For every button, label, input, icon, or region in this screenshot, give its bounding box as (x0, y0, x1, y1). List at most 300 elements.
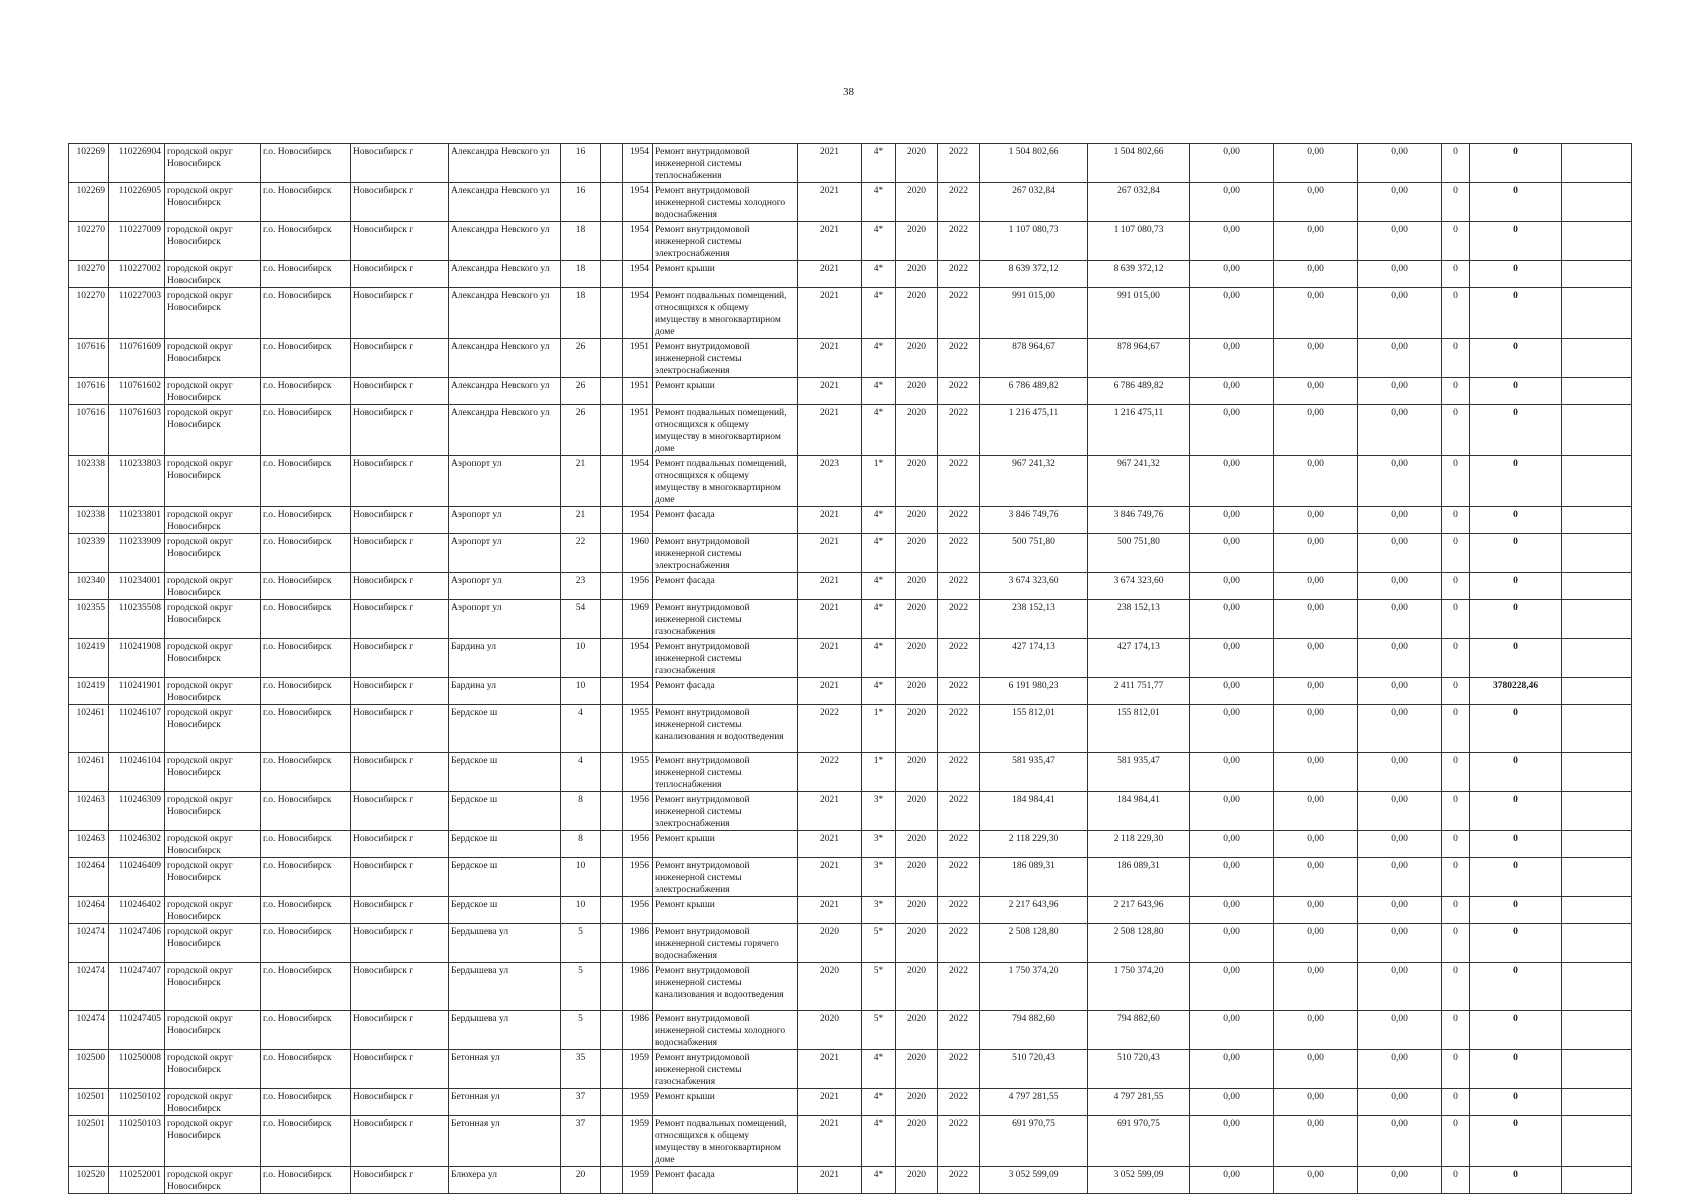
row-id-cell: 102338 (69, 507, 109, 534)
value-3-cell: 0,00 (1358, 456, 1442, 507)
house-cell: 5 (561, 963, 601, 1011)
plan-year-cell: 2021 (798, 534, 862, 573)
work-type-cell: Ремонт внутридомовой инженерной системы газоснабжения (653, 1050, 798, 1089)
end-year-cell: 2022 (938, 573, 980, 600)
city-cell: Новосибирск г (351, 405, 449, 456)
end-year-cell: 2022 (938, 1050, 980, 1089)
value-1-cell: 0,00 (1190, 924, 1274, 963)
last-value-cell: 0 (1470, 405, 1562, 456)
value-2-cell: 0,00 (1274, 405, 1358, 456)
start-year-cell: 2020 (896, 456, 938, 507)
category-cell: 4* (862, 1089, 896, 1116)
okrug-cell: городской округ Новосибирск (165, 639, 261, 678)
table-row (69, 378, 1632, 405)
go-cell: г.о. Новосибирск (261, 1050, 351, 1089)
value-3-cell: 0,00 (1358, 222, 1442, 261)
row-id-cell: 102461 (69, 753, 109, 792)
row-code-cell: 110226904 (109, 144, 165, 183)
category-cell: 4* (862, 288, 896, 339)
fund-cost-cell: 155 812,01 (1088, 705, 1190, 753)
street-cell: Бердское ш (449, 753, 561, 792)
start-year-cell: 2020 (896, 573, 938, 600)
work-type-cell: Ремонт крыши (653, 1089, 798, 1116)
last-value-cell: 0 (1470, 534, 1562, 573)
table-row (69, 600, 1632, 639)
last-value-cell: 0 (1470, 792, 1562, 831)
category-cell: 5* (862, 1011, 896, 1050)
plan-year-cell: 2021 (798, 261, 862, 288)
fund-cost-cell: 6 786 489,82 (1088, 378, 1190, 405)
end-year-cell: 2022 (938, 507, 980, 534)
city-cell: Новосибирск г (351, 678, 449, 705)
total-cost-cell: 267 032,84 (980, 183, 1088, 222)
house-cell: 5 (561, 1011, 601, 1050)
value-2-cell: 0,00 (1274, 534, 1358, 573)
value-3-cell: 0,00 (1358, 963, 1442, 1011)
go-cell: г.о. Новосибирск (261, 831, 351, 858)
plan-year-cell: 2021 (798, 378, 862, 405)
total-cost-cell: 2 118 229,30 (980, 831, 1088, 858)
fund-cost-cell: 2 217 643,96 (1088, 897, 1190, 924)
value-3-cell: 0,00 (1358, 1167, 1442, 1194)
zero-cell: 0 (1442, 183, 1470, 222)
row-id-cell: 102355 (69, 600, 109, 639)
work-type-cell: Ремонт подвальных помещений, относящихся к общему имуществу в многоквартирном доме (653, 456, 798, 507)
value-1-cell: 0,00 (1190, 897, 1274, 924)
go-cell: г.о. Новосибирск (261, 600, 351, 639)
okrug-cell: городской округ Новосибирск (165, 378, 261, 405)
table-row (69, 1089, 1632, 1116)
zero-cell: 0 (1442, 261, 1470, 288)
row-code-cell: 110234001 (109, 573, 165, 600)
house-cell: 54 (561, 600, 601, 639)
street-cell: Бердское ш (449, 897, 561, 924)
blank-cell (601, 288, 623, 339)
value-1-cell: 0,00 (1190, 378, 1274, 405)
category-cell: 3* (862, 858, 896, 897)
value-3-cell: 0,00 (1358, 600, 1442, 639)
plan-year-cell: 2020 (798, 963, 862, 1011)
year-cell: 1955 (623, 753, 653, 792)
go-cell: г.о. Новосибирск (261, 1116, 351, 1167)
last-value-cell: 0 (1470, 831, 1562, 858)
work-type-cell: Ремонт внутридомовой инженерной системы теплоснабжения (653, 753, 798, 792)
end-year-cell: 2022 (938, 1089, 980, 1116)
city-cell: Новосибирск г (351, 456, 449, 507)
repair-program-table (68, 143, 1632, 1194)
plan-year-cell: 2021 (798, 288, 862, 339)
okrug-cell: городской округ Новосибирск (165, 897, 261, 924)
house-cell: 22 (561, 534, 601, 573)
value-2-cell: 0,00 (1274, 507, 1358, 534)
okrug-cell: городской округ Новосибирск (165, 1116, 261, 1167)
start-year-cell: 2020 (896, 600, 938, 639)
city-cell: Новосибирск г (351, 858, 449, 897)
okrug-cell: городской округ Новосибирск (165, 1050, 261, 1089)
city-cell: Новосибирск г (351, 222, 449, 261)
zero-cell: 0 (1442, 600, 1470, 639)
value-1-cell: 0,00 (1190, 678, 1274, 705)
fund-cost-cell: 691 970,75 (1088, 1116, 1190, 1167)
year-cell: 1956 (623, 897, 653, 924)
plan-year-cell: 2020 (798, 1011, 862, 1050)
year-cell: 1986 (623, 924, 653, 963)
value-3-cell: 0,00 (1358, 405, 1442, 456)
value-2-cell: 0,00 (1274, 1116, 1358, 1167)
go-cell: г.о. Новосибирск (261, 705, 351, 753)
value-3-cell: 0,00 (1358, 507, 1442, 534)
street-cell: Аэропорт ул (449, 600, 561, 639)
zero-cell: 0 (1442, 1011, 1470, 1050)
value-1-cell: 0,00 (1190, 183, 1274, 222)
okrug-cell: городской округ Новосибирск (165, 1089, 261, 1116)
table-body (69, 144, 1632, 1194)
page-number: 38 (843, 86, 854, 98)
city-cell: Новосибирск г (351, 288, 449, 339)
blank-end-cell (1562, 378, 1632, 405)
city-cell: Новосибирск г (351, 339, 449, 378)
fund-cost-cell: 510 720,43 (1088, 1050, 1190, 1089)
blank-end-cell (1562, 924, 1632, 963)
value-2-cell: 0,00 (1274, 705, 1358, 753)
value-2-cell: 0,00 (1274, 183, 1358, 222)
year-cell: 1954 (623, 456, 653, 507)
value-1-cell: 0,00 (1190, 534, 1274, 573)
plan-year-cell: 2021 (798, 831, 862, 858)
blank-end-cell (1562, 507, 1632, 534)
table-row (69, 963, 1632, 1011)
start-year-cell: 2020 (896, 963, 938, 1011)
okrug-cell: городской округ Новосибирск (165, 222, 261, 261)
end-year-cell: 2022 (938, 831, 980, 858)
value-2-cell: 0,00 (1274, 339, 1358, 378)
okrug-cell: городской округ Новосибирск (165, 456, 261, 507)
category-cell: 4* (862, 339, 896, 378)
end-year-cell: 2022 (938, 183, 980, 222)
work-type-cell: Ремонт фасада (653, 507, 798, 534)
plan-year-cell: 2021 (798, 1116, 862, 1167)
blank-end-cell (1562, 831, 1632, 858)
row-code-cell: 110246409 (109, 858, 165, 897)
category-cell: 4* (862, 678, 896, 705)
value-2-cell: 0,00 (1274, 456, 1358, 507)
okrug-cell: городской округ Новосибирск (165, 831, 261, 858)
blank-end-cell (1562, 405, 1632, 456)
last-value-cell: 0 (1470, 261, 1562, 288)
category-cell: 4* (862, 222, 896, 261)
value-1-cell: 0,00 (1190, 339, 1274, 378)
end-year-cell: 2022 (938, 405, 980, 456)
table-row (69, 1050, 1632, 1089)
go-cell: г.о. Новосибирск (261, 678, 351, 705)
year-cell: 1959 (623, 1167, 653, 1194)
row-code-cell: 110241908 (109, 639, 165, 678)
zero-cell: 0 (1442, 1050, 1470, 1089)
value-3-cell: 0,00 (1358, 144, 1442, 183)
end-year-cell: 2022 (938, 858, 980, 897)
fund-cost-cell: 1 750 374,20 (1088, 963, 1190, 1011)
plan-year-cell: 2021 (798, 573, 862, 600)
city-cell: Новосибирск г (351, 1116, 449, 1167)
okrug-cell: городской округ Новосибирск (165, 924, 261, 963)
go-cell: г.о. Новосибирск (261, 456, 351, 507)
go-cell: г.о. Новосибирск (261, 507, 351, 534)
value-3-cell: 0,00 (1358, 261, 1442, 288)
start-year-cell: 2020 (896, 705, 938, 753)
house-cell: 10 (561, 858, 601, 897)
table-row (69, 183, 1632, 222)
go-cell: г.о. Новосибирск (261, 753, 351, 792)
zero-cell: 0 (1442, 963, 1470, 1011)
work-type-cell: Ремонт внутридомовой инженерной системы газоснабжения (653, 639, 798, 678)
blank-cell (601, 1116, 623, 1167)
okrug-cell: городской округ Новосибирск (165, 705, 261, 753)
street-cell: Аэропорт ул (449, 456, 561, 507)
row-id-cell: 102474 (69, 1011, 109, 1050)
value-3-cell: 0,00 (1358, 678, 1442, 705)
blank-cell (601, 507, 623, 534)
okrug-cell: городской округ Новосибирск (165, 1011, 261, 1050)
blank-cell (601, 858, 623, 897)
value-3-cell: 0,00 (1358, 1050, 1442, 1089)
street-cell: Аэропорт ул (449, 507, 561, 534)
start-year-cell: 2020 (896, 678, 938, 705)
house-cell: 18 (561, 288, 601, 339)
value-2-cell: 0,00 (1274, 924, 1358, 963)
blank-cell (601, 1011, 623, 1050)
row-code-cell: 110227009 (109, 222, 165, 261)
total-cost-cell: 3 674 323,60 (980, 573, 1088, 600)
start-year-cell: 2020 (896, 1089, 938, 1116)
year-cell: 1956 (623, 858, 653, 897)
city-cell: Новосибирск г (351, 897, 449, 924)
zero-cell: 0 (1442, 1089, 1470, 1116)
okrug-cell: городской округ Новосибирск (165, 405, 261, 456)
work-type-cell: Ремонт крыши (653, 261, 798, 288)
end-year-cell: 2022 (938, 924, 980, 963)
category-cell: 3* (862, 792, 896, 831)
blank-end-cell (1562, 183, 1632, 222)
go-cell: г.о. Новосибирск (261, 573, 351, 600)
city-cell: Новосибирск г (351, 573, 449, 600)
total-cost-cell: 4 797 281,55 (980, 1089, 1088, 1116)
blank-end-cell (1562, 600, 1632, 639)
zero-cell: 0 (1442, 378, 1470, 405)
last-value-cell: 0 (1470, 600, 1562, 639)
last-value-cell: 0 (1470, 1011, 1562, 1050)
go-cell: г.о. Новосибирск (261, 792, 351, 831)
value-2-cell: 0,00 (1274, 222, 1358, 261)
last-value-cell: 0 (1470, 1167, 1562, 1194)
city-cell: Новосибирск г (351, 261, 449, 288)
go-cell: г.о. Новосибирск (261, 1089, 351, 1116)
house-cell: 26 (561, 405, 601, 456)
zero-cell: 0 (1442, 831, 1470, 858)
plan-year-cell: 2021 (798, 1050, 862, 1089)
house-cell: 37 (561, 1116, 601, 1167)
end-year-cell: 2022 (938, 1011, 980, 1050)
row-code-cell: 110235508 (109, 600, 165, 639)
fund-cost-cell: 8 639 372,12 (1088, 261, 1190, 288)
house-cell: 5 (561, 924, 601, 963)
total-cost-cell: 2 508 128,80 (980, 924, 1088, 963)
okrug-cell: городской округ Новосибирск (165, 573, 261, 600)
category-cell: 1* (862, 456, 896, 507)
value-2-cell: 0,00 (1274, 792, 1358, 831)
work-type-cell: Ремонт крыши (653, 378, 798, 405)
row-id-cell: 102501 (69, 1089, 109, 1116)
value-1-cell: 0,00 (1190, 144, 1274, 183)
row-code-cell: 110233801 (109, 507, 165, 534)
okrug-cell: городской округ Новосибирск (165, 678, 261, 705)
work-type-cell: Ремонт внутридомовой инженерной системы теплоснабжения (653, 144, 798, 183)
row-id-cell: 102463 (69, 831, 109, 858)
house-cell: 10 (561, 678, 601, 705)
row-code-cell: 110250103 (109, 1116, 165, 1167)
table-row (69, 831, 1632, 858)
start-year-cell: 2020 (896, 378, 938, 405)
plan-year-cell: 2022 (798, 753, 862, 792)
row-code-cell: 110246107 (109, 705, 165, 753)
row-id-cell: 102474 (69, 924, 109, 963)
city-cell: Новосибирск г (351, 183, 449, 222)
category-cell: 4* (862, 573, 896, 600)
blank-end-cell (1562, 456, 1632, 507)
city-cell: Новосибирск г (351, 600, 449, 639)
blank-end-cell (1562, 261, 1632, 288)
okrug-cell: городской округ Новосибирск (165, 183, 261, 222)
city-cell: Новосибирск г (351, 1089, 449, 1116)
row-code-cell: 110226905 (109, 183, 165, 222)
fund-cost-cell: 581 935,47 (1088, 753, 1190, 792)
end-year-cell: 2022 (938, 792, 980, 831)
blank-cell (601, 1089, 623, 1116)
fund-cost-cell: 3 674 323,60 (1088, 573, 1190, 600)
blank-cell (601, 924, 623, 963)
okrug-cell: городской округ Новосибирск (165, 507, 261, 534)
blank-end-cell (1562, 963, 1632, 1011)
plan-year-cell: 2021 (798, 1089, 862, 1116)
street-cell: Бердышева ул (449, 924, 561, 963)
table-row (69, 222, 1632, 261)
blank-end-cell (1562, 1167, 1632, 1194)
year-cell: 1959 (623, 1089, 653, 1116)
city-cell: Новосибирск г (351, 1167, 449, 1194)
street-cell: Бердское ш (449, 792, 561, 831)
work-type-cell: Ремонт подвальных помещений, относящихся к общему имуществу в многоквартирном доме (653, 288, 798, 339)
house-cell: 18 (561, 261, 601, 288)
year-cell: 1956 (623, 792, 653, 831)
blank-cell (601, 339, 623, 378)
fund-cost-cell: 967 241,32 (1088, 456, 1190, 507)
okrug-cell: городской округ Новосибирск (165, 534, 261, 573)
plan-year-cell: 2021 (798, 639, 862, 678)
total-cost-cell: 186 089,31 (980, 858, 1088, 897)
work-type-cell: Ремонт внутридомовой инженерной системы электроснабжения (653, 792, 798, 831)
go-cell: г.о. Новосибирск (261, 1011, 351, 1050)
zero-cell: 0 (1442, 456, 1470, 507)
category-cell: 4* (862, 183, 896, 222)
blank-cell (601, 378, 623, 405)
row-id-cell: 102269 (69, 144, 109, 183)
table-row (69, 507, 1632, 534)
table-row (69, 897, 1632, 924)
year-cell: 1951 (623, 405, 653, 456)
go-cell: г.о. Новосибирск (261, 858, 351, 897)
blank-cell (601, 144, 623, 183)
house-cell: 10 (561, 639, 601, 678)
last-value-cell: 0 (1470, 456, 1562, 507)
blank-end-cell (1562, 705, 1632, 753)
value-1-cell: 0,00 (1190, 573, 1274, 600)
last-value-cell: 0 (1470, 183, 1562, 222)
value-3-cell: 0,00 (1358, 288, 1442, 339)
category-cell: 1* (862, 705, 896, 753)
value-1-cell: 0,00 (1190, 405, 1274, 456)
plan-year-cell: 2022 (798, 705, 862, 753)
street-cell: Бердское ш (449, 831, 561, 858)
last-value-cell: 0 (1470, 639, 1562, 678)
fund-cost-cell: 186 089,31 (1088, 858, 1190, 897)
street-cell: Бетонная ул (449, 1050, 561, 1089)
row-code-cell: 110246309 (109, 792, 165, 831)
house-cell: 18 (561, 222, 601, 261)
go-cell: г.о. Новосибирск (261, 534, 351, 573)
start-year-cell: 2020 (896, 534, 938, 573)
blank-cell (601, 261, 623, 288)
total-cost-cell: 238 152,13 (980, 600, 1088, 639)
value-3-cell: 0,00 (1358, 792, 1442, 831)
start-year-cell: 2020 (896, 858, 938, 897)
fund-cost-cell: 2 118 229,30 (1088, 831, 1190, 858)
last-value-cell: 0 (1470, 858, 1562, 897)
fund-cost-cell: 1 504 802,66 (1088, 144, 1190, 183)
plan-year-cell: 2020 (798, 924, 862, 963)
blank-cell (601, 963, 623, 1011)
row-id-cell: 102338 (69, 456, 109, 507)
city-cell: Новосибирск г (351, 507, 449, 534)
row-code-cell: 110761603 (109, 405, 165, 456)
house-cell: 4 (561, 753, 601, 792)
zero-cell: 0 (1442, 405, 1470, 456)
row-id-cell: 102419 (69, 639, 109, 678)
work-type-cell: Ремонт внутридомовой инженерной системы холодного водоснабжения (653, 183, 798, 222)
start-year-cell: 2020 (896, 1050, 938, 1089)
table-row (69, 261, 1632, 288)
total-cost-cell: 427 174,13 (980, 639, 1088, 678)
value-1-cell: 0,00 (1190, 1167, 1274, 1194)
okrug-cell: городской округ Новосибирск (165, 792, 261, 831)
category-cell: 5* (862, 963, 896, 1011)
blank-cell (601, 831, 623, 858)
street-cell: Бердышева ул (449, 963, 561, 1011)
street-cell: Бердское ш (449, 705, 561, 753)
blank-cell (601, 600, 623, 639)
total-cost-cell: 184 984,41 (980, 792, 1088, 831)
fund-cost-cell: 267 032,84 (1088, 183, 1190, 222)
plan-year-cell: 2021 (798, 144, 862, 183)
blank-cell (601, 753, 623, 792)
category-cell: 4* (862, 507, 896, 534)
row-code-cell: 110233909 (109, 534, 165, 573)
blank-end-cell (1562, 897, 1632, 924)
value-3-cell: 0,00 (1358, 705, 1442, 753)
go-cell: г.о. Новосибирск (261, 405, 351, 456)
row-id-cell: 107616 (69, 378, 109, 405)
okrug-cell: городской округ Новосибирск (165, 858, 261, 897)
house-cell: 16 (561, 183, 601, 222)
okrug-cell: городской округ Новосибирск (165, 339, 261, 378)
